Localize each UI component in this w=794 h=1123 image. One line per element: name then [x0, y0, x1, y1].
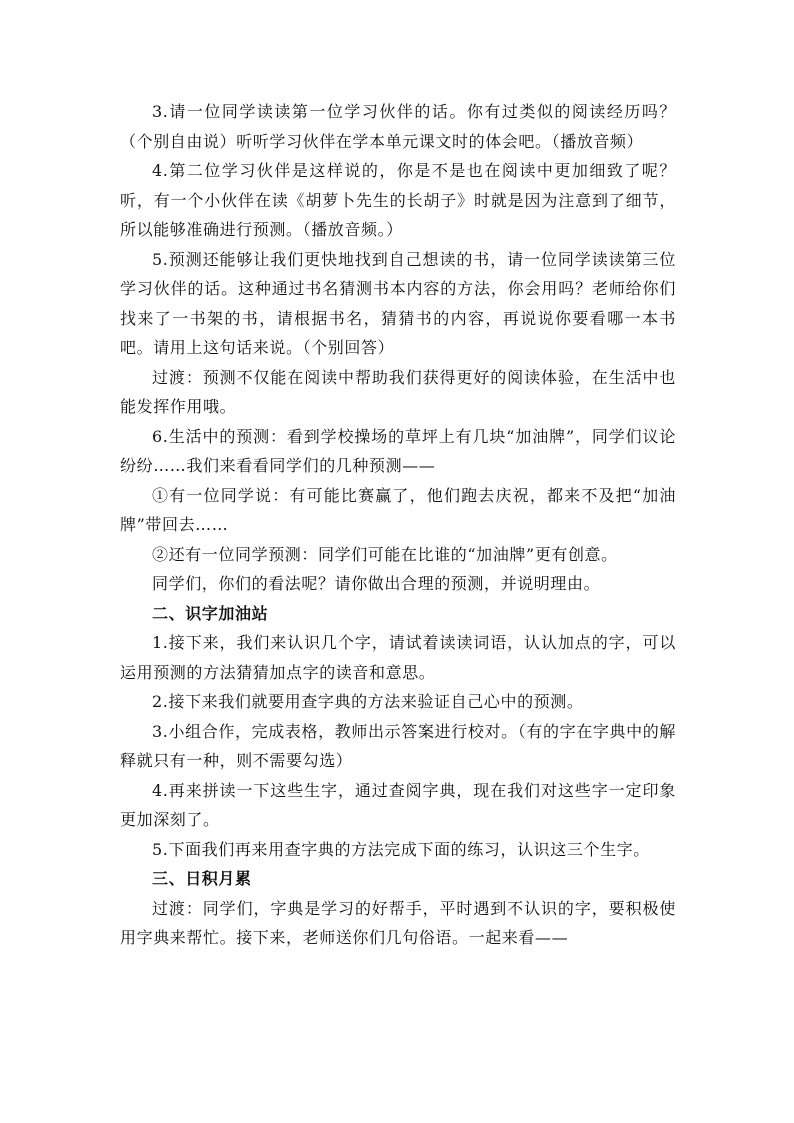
paragraph-step-6: 6.生活中的预测：看到学校操场的草坪上有几块“加油牌”，同学们议论纷纷……我们来看看同学们的几种预测——	[120, 426, 676, 475]
paragraph-literacy-4: 4.再来拼读一下这些生字，通过查阅字典，现在我们对这些字一定印象更加深刻了。	[120, 780, 676, 829]
document-body	[120, 97, 676, 953]
paragraph-transition-2: 过渡：同学们，字典是学习的好帮手，平时遇到不认识的字，要积极使用字典来帮忙。接下来，老师送你们几句俗语。一起来看——	[120, 898, 676, 947]
paragraph-step-4: 4.第二位学习伙伴是这样说的，你是不是也在阅读中更加细致了呢？听，有一个小伙伴在读《胡萝卜先生的长胡子》时就是因为注意到了细节，所以能够准确进行预测。（播放音频。）	[120, 161, 676, 239]
paragraph-question: 同学们，你们的看法呢？请你做出合理的预测，并说明理由。	[152, 574, 601, 593]
paragraph-literacy-5: 5.下面我们再来用查字典的方法完成下面的练习，认识这三个生字。	[152, 839, 650, 859]
paragraph-literacy-1: 1.接下来，我们来认识几个字，请试着读读词语，认认加点的字，可以运用预测的方法猜猜加点字的读音和意思。	[120, 633, 676, 682]
paragraph-step-5: 5.预测还能够让我们更快地找到自己想读的书，请一位同学读读第三位学习伙伴的话。这种通过书名猜测书本内容的方法，你会用吗？老师给你们找来了一书架的书，请根据书名，猜猜书的内容，再说说你要看哪一本书吧。请用上这句话来说。（个别回答）	[120, 249, 676, 357]
paragraph-literacy-3: 3.小组合作，完成表格，教师出示答案进行校对。（有的字在字典中的解释就只有一种，则不需要勾选）	[120, 721, 676, 770]
paragraph-prediction-1: ①有一位同学说：有可能比赛赢了，他们跑去庆祝，都来不及把“加油牌”带回去……	[120, 485, 676, 534]
section-heading-literacy: 二、识字加油站	[152, 603, 269, 623]
paragraph-prediction-2: ②还有一位同学预测：同学们可能在比谁的“加油牌”更有创意。	[152, 544, 618, 564]
section-heading-accumulation: 三、日积月累	[152, 869, 252, 888]
paragraph-step-3: 3.请一位同学读读第一位学习伙伴的话。你有过类似的阅读经历吗？（个别自由说）听听学习伙伴在学本单元课文时的体会吧。（播放音频）	[120, 102, 676, 151]
paragraph-transition-1: 过渡：预测不仅能在阅读中帮助我们获得更好的阅读体验，在生活中也能发挥作用哦。	[120, 367, 676, 416]
paragraph-literacy-2: 2.接下来我们就要用查字典的方法来验证自己心中的预测。	[152, 692, 584, 711]
